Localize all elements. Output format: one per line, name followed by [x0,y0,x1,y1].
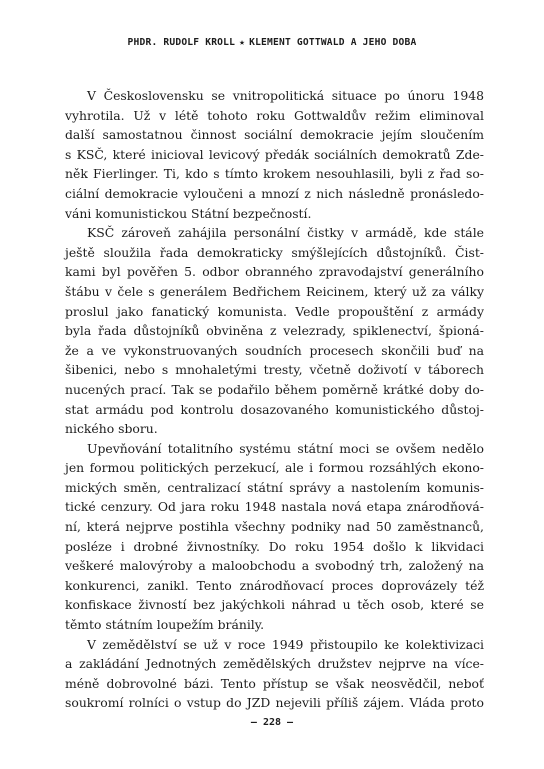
body-text [65,86,484,713]
text-line: posléze i drobné živnostníky. Do roku 1954 došlo k likvidaci [65,538,484,554]
text-line: kami byl pověřen 5. odbor obranného zpravodajství generálního [65,264,484,280]
paragraph [65,223,484,439]
star-separator-icon: ★ [239,37,246,48]
text-line: ní, která nejprve postihla všechny podniky nad 50 zaměstnanců, [65,519,484,535]
text-line: tické cenzury. Od jara roku 1948 nastala nová etapa znárodňová- [65,499,484,515]
page-number: – 228 – [250,717,294,728]
text-line: štábu v čele s generálem Bedřichem Reicinem, který už za války [65,283,484,299]
text-line: ciální demokracie vyloučeni a mnozí z nich následně pronásledo- [65,185,484,201]
text-line: nického sboru. [65,421,158,437]
paragraph [65,439,484,635]
text-line: těmto státním loupežím bránily. [65,617,265,633]
text-line: byla řada důstojníků obviněna z velezrady, spiklenectví, špioná- [65,323,484,339]
text-line: stat armádu pod kontrolu dosazovaného komunistického důstoj- [65,401,484,417]
text-line: že a ve vykonstruovaných soudních procesech skončili buď na [65,342,484,358]
text-line: V zemědělství se už v roce 1949 přistoupilo ke kolektivizaci [87,636,484,652]
text-line: šibenici, nebo s mnohaletými tresty, včetně doživotí v táborech [65,362,484,378]
running-head [0,37,544,48]
paragraph [65,86,484,223]
text-line: konfiskace živností bez jakýchkoli náhrad u těch osob, které se [65,597,484,613]
text-line: soukromí rolníci o vstup do JZD nejevili příliš zájem. Vláda proto [65,695,484,711]
text-line: jen formou politických perzekucí, ale i formou rozsáhlých ekono- [65,460,484,476]
text-line: mických směn, centralizací státní správy a nastolením komunis- [65,479,484,495]
text-line: vyhrotila. Už v létě tohoto roku Gottwaldův režim eliminoval [65,107,484,123]
text-line: a zakládání Jednotných zemědělských družstev nejprve na více- [65,656,484,672]
header-author: PHDR. RUDOLF KROLL [127,37,236,48]
text-line: veškeré malovýroby a maloobchodu a svobodný trh, založený na [65,558,484,574]
header-book-title: KLEMENT GOTTWALD A JEHO DOBA [249,37,417,48]
text-line: další samostatnou činnost sociální demokracie jejím sloučením [65,127,484,143]
text-line: V Československu se vnitropolitická situace po únoru 1948 [87,88,484,103]
text-line: konkurenci, zanikl. Tento znárodňovací proces doprovázely též [65,577,484,593]
text-line: KSČ zároveň zahájila personální čistky v armádě, kde stále [87,225,484,241]
text-line: nucených prací. Tak se podařilo během poměrně krátké doby do- [65,381,484,397]
text-line: Upevňování totalitního systému státní moci se ovšem nedělo [87,440,484,456]
text-line: váni komunistickou Státní bezpečností. [65,205,312,221]
text-line: něk Fierlinger. Ti, kdo s tímto krokem nesouhlasili, byli z řad so- [65,166,484,182]
text-line: méně dobrovolné bázi. Tento přístup se však neosvědčil, neboť [65,675,484,691]
text-line: ještě sloužila řada demokraticky smýšlejících důstojníků. Čist- [65,244,484,260]
text-line: s KSČ, které inicioval levicový předák sociálních demokratů Zde- [65,146,484,162]
paragraph [65,635,484,713]
text-line: proslul jako fanatický komunista. Vedle propouštění z armády [65,303,484,319]
